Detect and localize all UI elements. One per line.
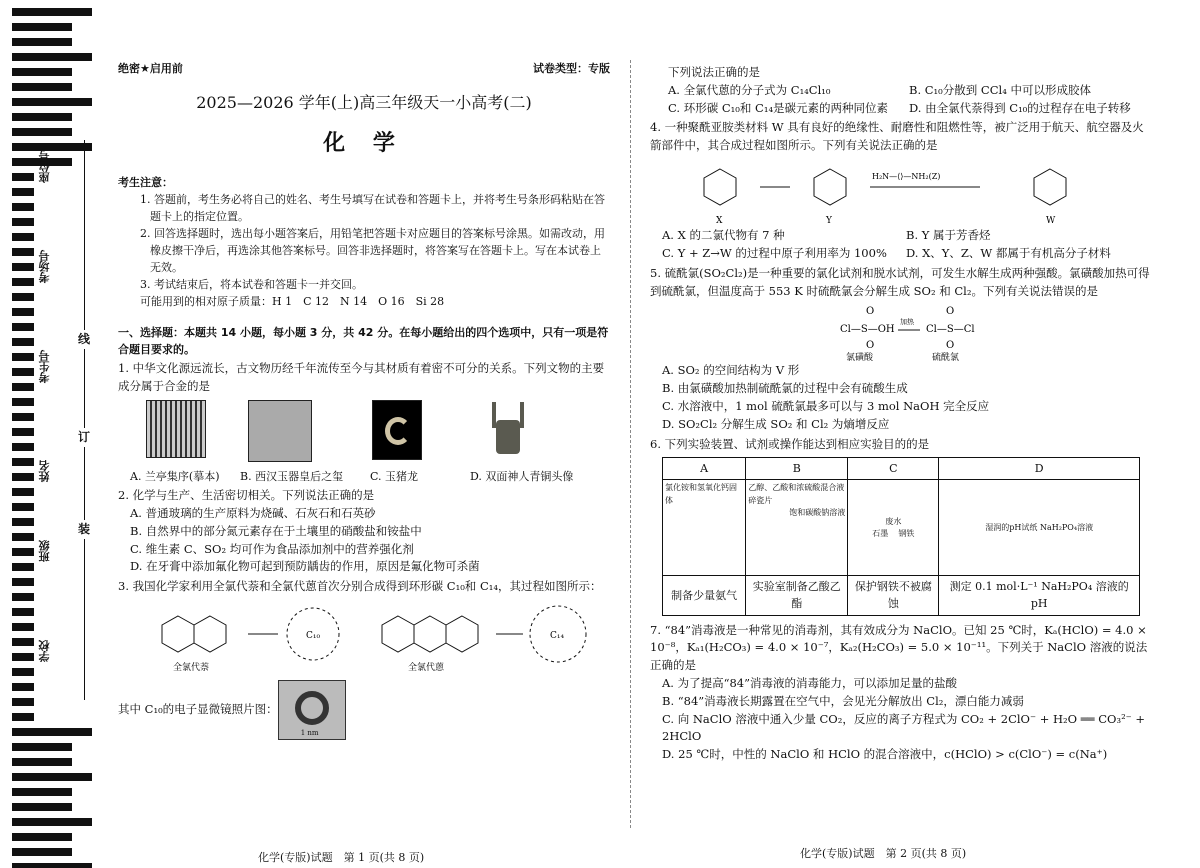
apparatus-a [663,480,746,576]
ring-c14-label: C₁₄ [550,630,565,641]
label-c3: 钢铁 [898,528,915,538]
ring-c10-label: C₁₀ [306,630,321,641]
oxygen-bottom: O [946,340,955,352]
experiment-table [662,457,1140,615]
purpose-d: 测定 0.1 mol·L⁻¹ NaH₂PO₄ 溶液的 pH [939,576,1140,615]
question-6 [650,436,1150,616]
option: C. 环形碳 C₁₀和 C₁₄是碳元素的两种同位素 [668,100,889,115]
micrograph-row [118,680,610,740]
option: C. 水溶液中，1 mol 硫酰氯最多可以与 3 mol NaOH 完全反应 [662,398,990,413]
paper-type-label: 试卷类型：专版 [533,62,610,75]
question-stem: 5. 硫酰氯(SO₂Cl₂)是一种重要的氯化试剂和脱水试剂，可发生水解生成两种强酸。氯磺酸加热可得到硫酰氯，但温度高于 553 K 时硫酰氯会分解生成 SO₂ 和 Cl₂。下列有关说法错误的是 [650,265,1150,298]
apparatus-c [848,480,939,576]
option: B. C₁₀分散到 CCl₄ 中可以形成胶体 [909,82,1091,97]
binding-label-school: 学校 [38,640,51,662]
label-c2: 石墨 [872,528,889,538]
option: A. SO₂ 的空间结构为 V 形 [662,363,800,378]
notice-list [118,191,610,310]
option: D. 双面神人青铜头像 [470,470,574,484]
option: B. Y 属于芳香烃 [906,228,991,243]
label-y: Y [826,216,832,227]
page-divider [630,60,631,828]
jade-seal-photo [248,400,312,462]
molecule-w [1034,169,1066,205]
notice-item: 2. 回答选择题时，选出每小题答案后，用铅笔把答题卡对应题目的答案标号涂黑。如需改动，用橡皮擦干净后，再选涂其他答案标号。回答非选择题时，将答案写在答题卡上。写在本试卷上无效。 [140,227,605,275]
cut-word-ding: 订 [78,428,90,447]
option: A. 兰亭集序(摹本) [130,470,220,484]
question-stem: 2. 化学与生产、生活密切相关。下列说法正确的是 [118,488,375,503]
option: D. X、Y、Z、W 都属于有机高分子材料 [906,245,1111,260]
purpose-c: 保护钢铁不被腐蚀 [848,576,939,615]
binding-label-exam-room: 考场号 [38,250,51,283]
page1-footer: 化学(专版)试题 第 1 页(共 8 页) [258,850,425,864]
col-b: B [746,458,848,480]
binding-label-class: 班级 [38,540,51,562]
question-stem: 7. “84”消毒液是一种常见的消毒剂，其有效成分为 NaClO。已知 25 ℃时，Kₐ(HClO) = 4.0 × 10⁻⁸，Kₐ₁(H₂CO₃) = 4.0 × 10⁻⁷，Kₐ₂(H₂CO₃) = 5.0 × 10⁻¹¹。下列关于 NaClO 溶液的说法正确的是 [650,622,1148,673]
label-a: 氯化铵和氢氧化钙固体 [665,483,737,505]
option: A. X 的二氯代物有 7 种 [662,228,785,243]
option: D. 由全氯代萘得到 C₁₀的过程存在电子转移 [909,100,1131,115]
section-heading: 一、选择题：本题共 14 小题，每小题 3 分，共 42 分。在每小题给出的四个选项中，只有一项是符合题目要求的。 [118,326,609,357]
question-2 [118,487,610,576]
question-5 [650,265,1150,434]
label-chlorosulfonic-acid: 氯磺酸 [846,353,874,363]
confidential-label: 绝密★启用前 [118,62,183,75]
binding-info-strip [0,0,120,868]
sulfuryl-chloride-figure [650,300,1150,362]
option: D. 25 ℃时，中性的 NaClO 和 HClO 的混合溶液中，c(HClO) > c(ClO⁻) = c(Na⁺) [662,747,1108,762]
question-1 [118,360,610,485]
question-options [650,227,1150,263]
purpose-b: 实验室制备乙酸乙酯 [746,576,848,615]
label-sulfuryl-chloride: 硫酰氯 [932,353,960,363]
reagent-z: H₂N—⟨⟩—NH₂(Z) [872,172,941,182]
carbon-ring-synthesis-figure [118,596,598,676]
label-d2: NaH₂PO₄溶液 [1039,522,1094,532]
exam-title: 2025—2026 学年(上)高三年级天一小高考(二) [196,93,532,113]
option: B. 西汉玉器皇后之玺 [240,470,344,484]
calligraphy-photo [146,400,206,458]
question-7 [650,622,1150,765]
binding-label-student-id: 考生号 [38,350,51,383]
subject-title: 化 学 [323,129,405,156]
option: D. SO₂Cl₂ 分解生成 SO₂ 和 Cl₂ 为熵增反应 [662,416,890,431]
page1-header [118,60,610,77]
question-stem: 1. 中华文化源远流长，古文物历经千年流传至今与其材质有着密不可分的关系。下列文物的主要成分属于合金的是 [118,361,605,394]
col-a: A [663,458,746,480]
question-3 [118,578,610,740]
oxygen-top: O [866,306,875,318]
purpose-a: 制备少量氨气 [663,576,746,615]
label-c1: 废水 [885,516,902,526]
col-c: C [848,458,939,480]
label-x: X [716,216,723,227]
page-1 [118,60,610,864]
molecule-x [704,169,736,205]
binding-label-name: 姓名 [38,460,51,482]
page-2 [650,64,1150,860]
molecule-y [814,169,846,205]
oxygen-top: O [946,306,955,318]
chlorosulfonic-acid-structure: Cl—S—OH [840,324,895,336]
q3-continued: 下列说法正确的是 [668,65,760,79]
option: A. 全氯代蒽的分子式为 C₁₄Cl₁₀ [668,82,831,97]
option: A. 普通玻璃的生产原料为烧碱、石灰石和石英砂 [130,505,376,520]
artifact-photos [118,400,610,464]
question-options [118,468,610,485]
notice-heading: 考生注意： [118,175,173,189]
label-b3: 饱和碳酸钠溶液 [789,508,846,518]
label-naphthalene: 全氯代萘 [173,662,210,673]
label-anthracene: 全氯代蒽 [408,662,445,673]
option: C. 维生素 C、SO₂ 均可作为食品添加剂中的营养强化剂 [130,541,414,556]
option: A. 为了提高“84”消毒液的消毒能力，可以添加足量的盐酸 [662,675,958,690]
col-d: D [939,458,1140,480]
label-w: W [1046,216,1056,227]
sulfuryl-chloride-structure: Cl—S—Cl [926,324,975,336]
option: B. 自然界中的部分氮元素存在于土壤里的硝酸盐和铵盐中 [130,523,422,538]
apparatus-b [746,480,848,576]
label-d1: 湿润的pH试纸 [985,522,1038,532]
perchloroanthracene-structure [382,616,478,652]
question-stem: 4. 一种聚酰亚胺类材料 W 具有良好的绝缘性、耐磨性和阻燃性等，被广泛用于航天、航空器及火箭部件中，其合成过程如图所示。下列有关说法正确的是 [650,120,1144,153]
option: B. 由氯磺酸加热制硫酰氯的过程中会有硫酸生成 [662,381,908,396]
perchloronaphthalene-structure [162,616,226,652]
binding-label-seat: 座位号 [38,150,51,183]
option: C. 向 NaClO 溶液中通入少量 CO₂，反应的离子方程式为 CO₂ + 2ClO⁻ + H₂O ══ CO₃²⁻ + 2HClO [662,711,1146,744]
question-options [650,82,1150,118]
page2-footer: 化学(专版)试题 第 2 页(共 8 页) [800,846,967,860]
apparatus-d [939,480,1140,576]
cut-line [84,140,85,700]
label-b1: 乙醇、乙酸和浓硫酸混合液 [748,483,845,493]
bronze-head-photo [488,400,528,464]
option: B. “84”消毒液长期露置在空气中，会见光分解放出 Cl₂，漂白能力减弱 [662,693,1024,708]
cut-word-xian: 线 [78,330,90,349]
cut-word-zhuang: 装 [78,520,90,539]
option: C. Y + Z→W 的过程中原子利用率为 100% [662,245,887,260]
oxygen-bottom: O [866,340,875,352]
scale-bar: 1 nm [300,729,319,738]
label-b2: 碎瓷片 [748,495,773,505]
option: C. 玉猪龙 [370,470,419,484]
question-4 [650,119,1150,262]
heat-label: 加热 [900,318,914,327]
micrograph-caption: 其中 C₁₀的电子显微镜照片图： [118,702,278,717]
question-stem: 6. 下列实验装置、试剂或操作能达到相应实验目的的是 [650,436,930,451]
polyimide-synthesis-figure [650,155,1150,227]
option: D. 在牙膏中添加氟化物可起到预防龋齿的作用，原因是氟化物可杀菌 [130,559,480,574]
atomic-masses: 可能用到的相对原子质量：H 1 C 12 N 14 O 16 Si 28 [140,295,445,309]
question-stem: 3. 我国化学家利用全氯代萘和全氯代蒽首次分别合成得到环形碳 C₁₀和 C₁₄，其过程如图所示： [118,579,602,594]
c10-micrograph [278,680,346,740]
notice-item: 1. 答题前，考生务必将自己的姓名、考生号填写在试卷和答题卡上，并将考生号条形码粘贴在答题卡上的指定位置。 [140,192,605,224]
notice-item: 3. 考试结束后，将本试卷和答题卡一并交回。 [140,278,363,292]
jade-dragon-photo [372,400,422,460]
